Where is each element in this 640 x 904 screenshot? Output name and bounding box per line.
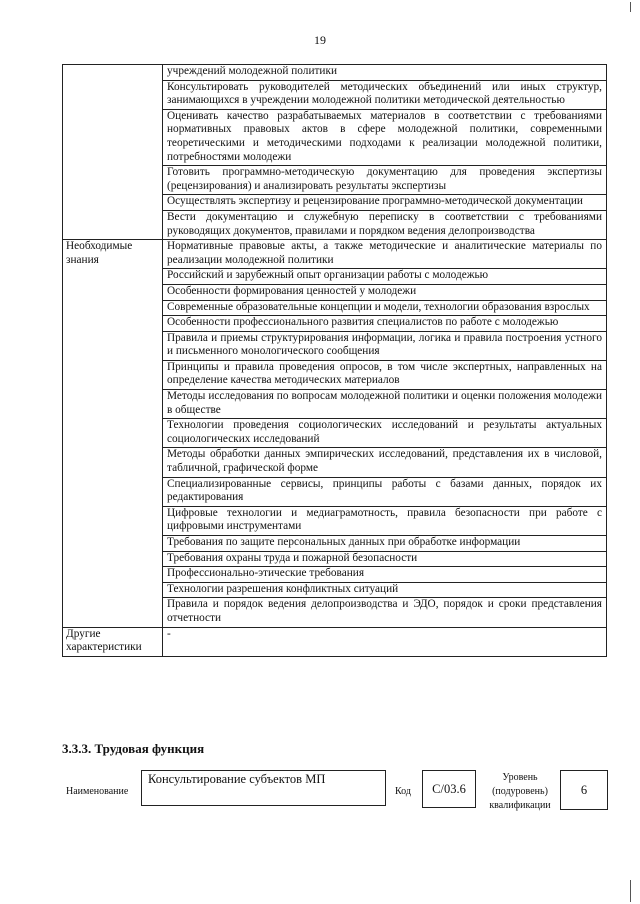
level-label [484,771,556,813]
table-cell: Профессионально-этические требования [163,567,607,583]
table-cell: Готовить программно-методическую документацию для проведения экспертизы (рецензирования) и анализировать результаты экспертизы [163,166,607,195]
table-cell: Требования охраны труда и пожарной безопасности [163,551,607,567]
knowledge-label: Необходимые знания [63,240,163,627]
other-label: Другие характеристики [63,627,163,656]
table-cell: Современные образовательные концепции и модели, технологии образования взрослых [163,300,607,316]
table-cell: Методы обработки данных эмпирических исследований, представления их в числовой, табличной, графической форме [163,448,607,477]
table-cell: Правила и порядок ведения делопроизводства и ЭДО, порядок и сроки представления отчетности [163,598,607,627]
competency-table [62,64,607,657]
table-cell: Методы исследования по вопросам молодежной политики и оценки положения молодежи в обществе [163,390,607,419]
table-cell: Российский и зарубежный опыт организации работы с молодежью [163,269,607,285]
table-cell: Нормативные правовые акты, а также методические и аналитические материалы по реализации молодежной политики [163,240,607,269]
table-cell: Технологии проведения социологических исследований и результаты актуальных социологических исследований [163,419,607,448]
table-cell: Принципы и правила проведения опросов, в том числе экспертных, направленных на определение качества методических материалов [163,360,607,389]
table-cell: учреждений молодежной политики [163,65,607,81]
code-label: Код [395,786,411,797]
page-number: 19 [314,33,326,47]
level-value: 6 [580,782,588,797]
table-cell: Технологии разрешения конфликтных ситуаций [163,582,607,598]
level-label-line: (подуровень) [492,786,548,797]
table-cell: Вести документацию и служебную переписку в соответствии с требованиями руководящих документов, правилами и порядком ведения делопроизводства [163,210,607,239]
scan-edge-mark [630,880,631,902]
table-cell: Специализированные сервисы, принципы работы с базами данных, порядок их редактирования [163,477,607,506]
table-cell: Цифровые технологии и медиаграмотность, правила безопасности при работе с цифровыми инструментами [163,506,607,535]
table-row [63,240,607,269]
name-value: Консультирование субъектов МП [148,772,326,786]
level-label-line: Уровень [502,772,538,783]
table-cell: Особенности профессионального развития специалистов по работе с молодежью [163,316,607,332]
level-value-box [560,770,608,810]
scan-edge-mark [630,2,631,12]
table-cell: Оценивать качество разрабатываемых материалов в соответствии с требованиями нормативных правовых актов в сфере молодежной политики, современными теоретическими и методическими подходами к реализации молодежной политики, потребностями молодежи [163,109,607,165]
table-cell: Требования по защите персональных данных при обработке информации [163,536,607,552]
code-value: С/03.6 [432,781,466,796]
name-label: Наименование [66,786,129,797]
table-cell: Правила и приемы структурирования информации, логика и правила построения устного и письменного монологического сообщения [163,331,607,360]
code-value-box [422,770,476,808]
other-value: - [163,627,607,656]
table-cell: Консультировать руководителей методических объединений или иных структур, занимающихся в учреждении молодежной политики методической деятельностью [163,80,607,109]
section-heading: 3.3.3. Трудовая функция [62,741,205,756]
skills-label-cell [63,65,163,240]
table-row [63,65,607,81]
table-cell: Особенности формирования ценностей у молодежи [163,284,607,300]
table-row [63,627,607,656]
level-label-line: квалификации [489,800,551,811]
table-cell: Осуществлять экспертизу и рецензирование программно-методической документации [163,195,607,211]
name-value-box [141,770,386,806]
